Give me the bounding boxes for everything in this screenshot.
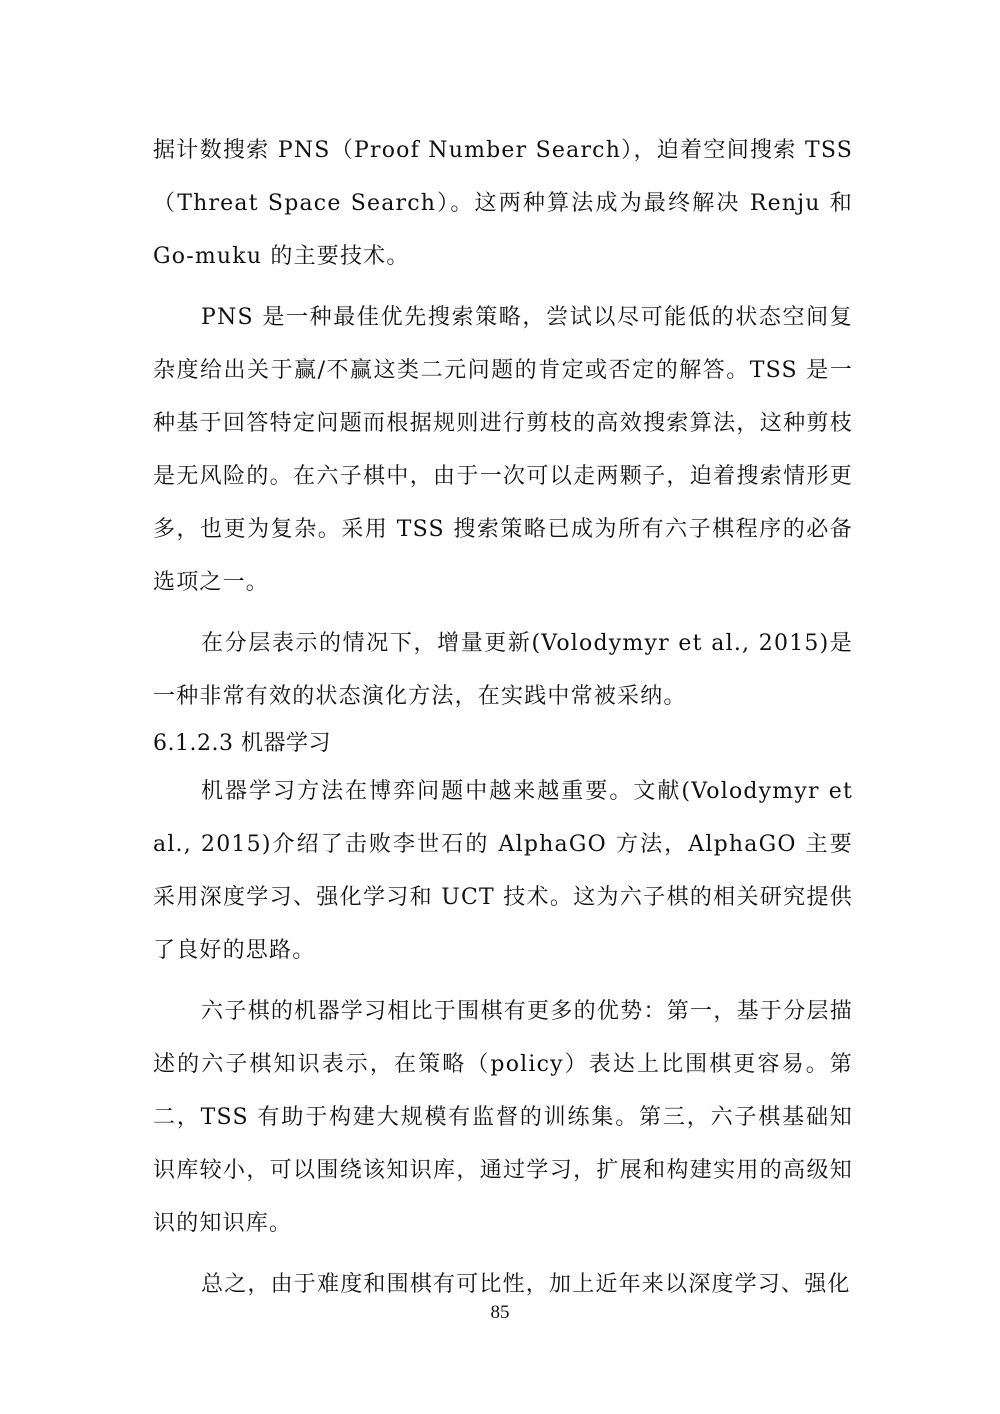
paragraph-alphago: 机器学习方法在博弈问题中越来越重要。文献(Volodymyr et al., 2015)介绍了击败李世石的 AlphaGO 方法，AlphaGO 主要采用深度学习、强化学习和 UCT 技术。这为六子棋的相关研究提供了良好的思路。 [153, 779, 853, 963]
paragraph-pns-tss-intro: 据计数搜索 PNS（Proof Number Search），迫着空间搜索 TSS（Threat Space Search）。这两种算法成为最终解决 Renju 和 Go-muku 的主要技术。 [153, 138, 853, 269]
section-heading-machine-learning: 6.1.2.3 机器学习 [153, 731, 331, 756]
paragraph-connect6-advantages: 六子棋的机器学习相比于围棋有更多的优势：第一，基于分层描述的六子棋知识表示，在策略（policy）表达上比围棋更容易。第二，TSS 有助于构建大规模有监督的训练集。第三，六子棋基础知识库较小，可以围绕该知识库，通过学习，扩展和构建实用的高级知识的知识库。 [153, 999, 853, 1236]
page-number: 85 [490, 1302, 510, 1323]
paragraph-pns-tss-description: PNS 是一种最佳优先搜索策略，尝试以尽可能低的状态空间复杂度给出关于赢/不赢这类二元问题的肯定或否定的解答。TSS 是一种基于回答特定问题而根据规则进行剪枝的高效搜索算法，这种剪枝是无风险的。在六子棋中，由于一次可以走两颗子，迫着搜索情形更多，也更为复杂。采用 TSS 搜索策略已成为所有六子棋程序的必备选项之一。 [153, 305, 853, 595]
paragraph-conclusion: 总之，由于难度和围棋有可比性，加上近年来以深度学习、强化 [201, 1272, 851, 1297]
page-body [153, 124, 853, 1311]
paragraph-incremental-update: 在分层表示的情况下，增量更新(Volodymyr et al., 2015)是一种非常有效的状态演化方法，在实践中常被采纳。 [153, 631, 853, 709]
